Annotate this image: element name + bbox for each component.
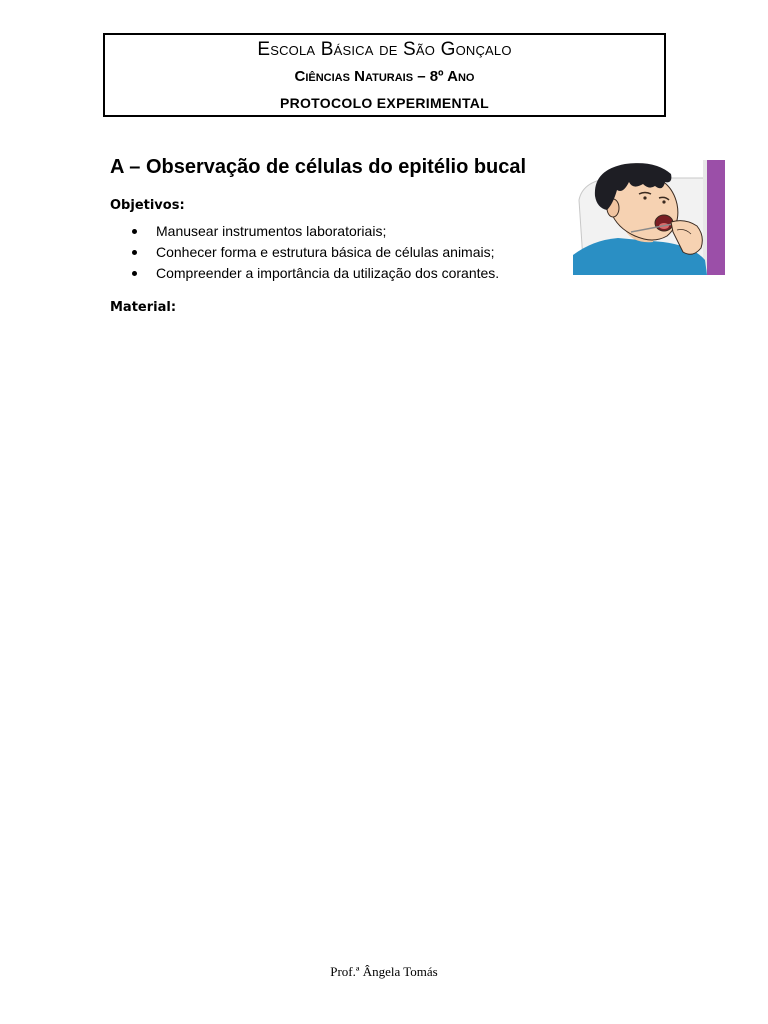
objective-text: Compreender a importância da utilização dos corantes. <box>156 265 500 281</box>
bullet-icon <box>132 271 137 276</box>
purple-bar <box>707 160 725 275</box>
objectives-list <box>110 221 570 284</box>
objective-text: Manusear instrumentos laboratoriais; <box>156 223 387 239</box>
list-item <box>110 221 570 242</box>
school-name: Escola Básica de São Gonçalo <box>257 39 512 60</box>
objective-text: Conhecer forma e estrutura básica de células animais; <box>156 244 495 260</box>
bullet-icon <box>132 250 137 255</box>
boy-swabbing-cheek-illustration <box>573 160 725 275</box>
subject-grade: Ciências Naturais – 8º Ano <box>294 68 475 85</box>
document-type: PROTOCOLO EXPERIMENTAL <box>279 95 490 111</box>
bullet-icon <box>132 229 137 234</box>
objectives-heading: Objetivos: <box>110 198 185 213</box>
list-item <box>110 263 570 284</box>
document-header <box>103 33 666 117</box>
material-heading: Material: <box>110 300 177 315</box>
section-title: A – Observação de células do epitélio bucal <box>110 156 527 178</box>
footer-author: Prof.ª Ângela Tomás <box>330 964 438 979</box>
list-item <box>110 242 570 263</box>
